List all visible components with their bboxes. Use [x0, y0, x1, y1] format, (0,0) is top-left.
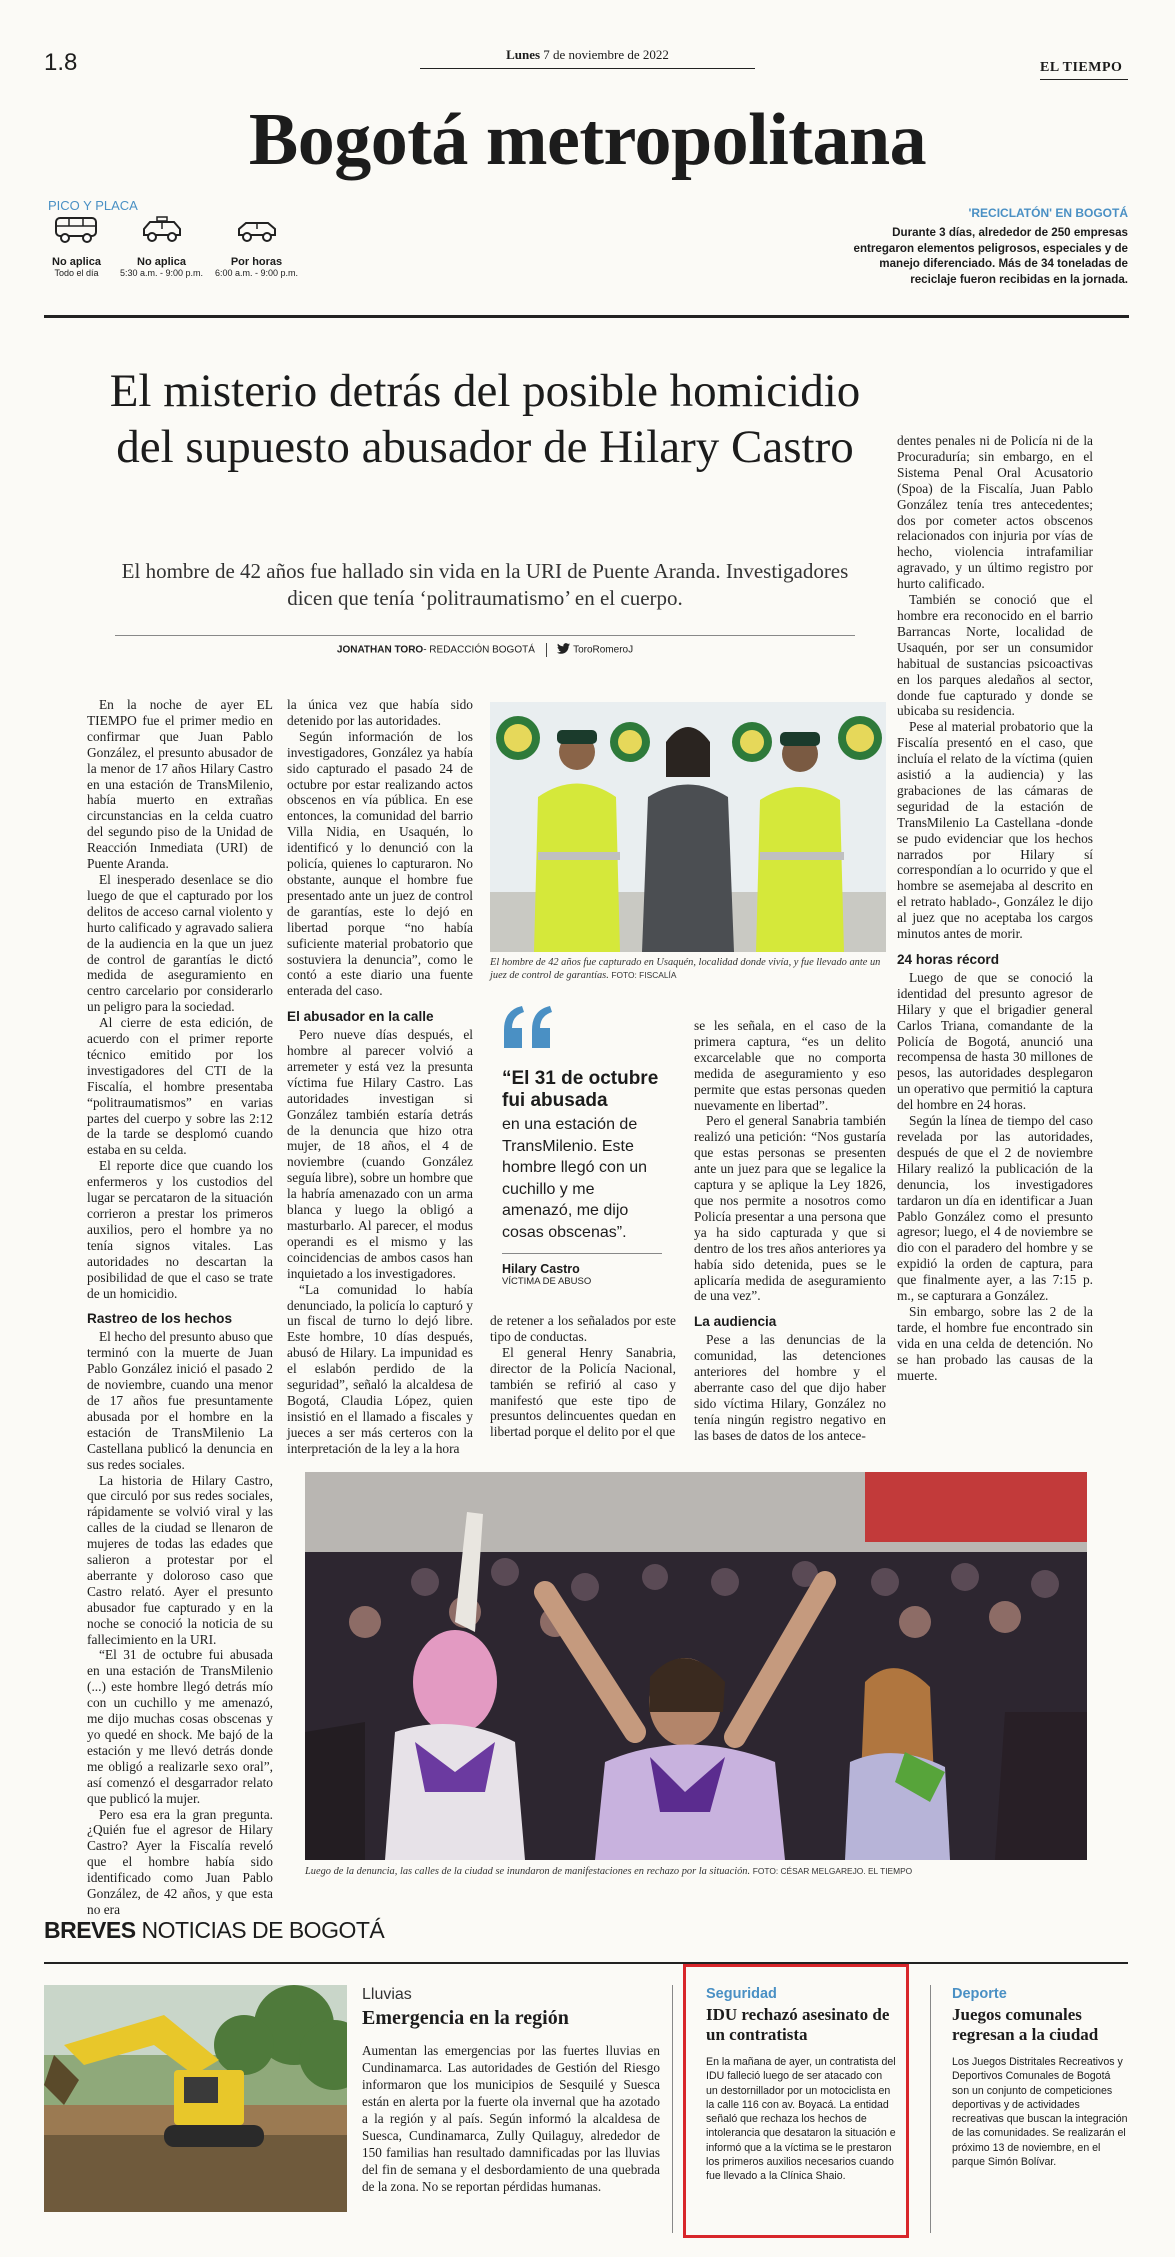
twitter-handle: ToroRomeroJ: [573, 644, 634, 656]
article-subhead: El hombre de 42 años fue hallado sin vida en la URI de Puente Aranda. Investigadores dicen que tenía ‘politraumatismo’ en el cuerpo.: [121, 559, 849, 610]
breve-kicker: Seguridad: [706, 1986, 777, 2002]
breves-divider: [930, 1985, 931, 2233]
breve-kicker: Deporte: [952, 1986, 1007, 2002]
breves-title-bold: BREVES: [44, 1917, 136, 1943]
pico-placa-title: PICO Y PLACA: [48, 198, 138, 213]
byline: [115, 643, 855, 657]
breves-header: [44, 1917, 384, 1944]
arrest-photo: [490, 702, 886, 952]
article-headline: El misterio detrás del posible homicidio del supuesto abusador de Hilary Castro: [109, 365, 861, 473]
pull-quote-text: en una estación de TransMilenio. Este hombre llegó con un cuchillo y me amenazó, me dijo cosas obscenas”.: [502, 1116, 647, 1241]
pull-quote-author: Hilary Castro: [502, 1262, 580, 1276]
paragraph: Pese a las denuncias de la comunidad, las detenciones anteriores del hombre y el aberrante caso del que dijo haber sido víctima Hilary, González no tenía ningún registro negativo en las bases de datos de los antece-: [694, 1332, 886, 1443]
pull-quote-role: VÍCTIMA DE ABUSO: [502, 1276, 592, 1287]
pico-status: No aplica: [52, 256, 101, 268]
article-column-5: [897, 433, 1093, 1383]
breve-lluvias: [362, 1986, 660, 2195]
quote-marks-icon: [500, 1002, 558, 1057]
breve-headline: Juegos comunales regresan a la ciudad: [952, 2005, 1099, 2044]
paragraph: En la noche de ayer EL TIEMPO fue el primer medio en confirmar que Juan Pablo González, el presunto abusador de la menor de 17 años Hilary Castro en una estación de TransMilenio, había muerto en extrañas circunstancias en la celda cuatro del segundo piso de la Unidad de Reacción Inmediata (URI) de Puente Aranda.: [87, 697, 273, 872]
paragraph: “La comunidad lo había denunciado, la policía lo capturó y un fiscal de turno lo dejó libre. Este hombre, 10 días después, abusó de Hilary. La impunidad es el eslabón perdido de la seguridad”, señaló la alcaldesa de Bogotá, Claudia López, quien insistió en el llamado a fiscales y jueces a ser más certeros con la interpretación de la ley a la hora: [287, 1281, 473, 1456]
pull-quote-lead: “El 31 de octubre fui abusada: [502, 1068, 659, 1111]
bus-icon: [53, 215, 101, 250]
brand-logo: EL TIEMPO: [1040, 60, 1123, 75]
paragraph: Luego de que se conoció la identidad del presunto agresor de Hilary y que el brigadier general Carlos Triana, comandante de la Policía de Bogotá, anunció una recompensa de hasta 30 millones de pesos, las autoridades desplegaron un operativo que permitió la captura del hombre en 24 horas.: [897, 969, 1093, 1113]
photo-credit: FOTO: FISCALÍA: [611, 970, 677, 980]
breves-divider: [672, 1985, 673, 2233]
paragraph: El inesperado desenlace se dio luego de que el capturado por los delitos de acceso carnal violento y hurto calificado y agravado saliera de la audiencia en la que un juez de control de garantías le dictó medida de aseguramiento en centro carcelario por considerarlo un peligro para la sociedad.: [87, 871, 273, 1015]
byline-separator: [546, 643, 547, 657]
quote-rule: [502, 1253, 662, 1254]
pico-placa-item: [114, 215, 209, 278]
paragraph: “El 31 de octubre fui abusada en una estación de TransMilenio (...) este hombre llegó detrás mío con un cuchillo y me amenazó, me dijo muchas cosas obscenas y yo quedé en shock. Me bajó de la estación y me llevó detrás donde me obligó a realizarle sexo oral”, así comenzó el desgarrador relato que publicó la mujer.: [87, 1647, 273, 1806]
section-title: Bogotá metropolitana: [248, 99, 927, 181]
pull-quote: [502, 1068, 664, 1287]
subheading: 24 horas récord: [897, 952, 999, 967]
breve-text: Los Juegos Distritales Recreativos y Deportivos Comunales de Bogotá son un conjunto de competiciones deportivas y de actividades recreativas que buscan la integración de las comunidades. Se realizarán el próximo 13 de noviembre, en el parque Simón Bolívar.: [952, 2056, 1128, 2169]
paragraph: Según la línea de tiempo del caso revelada por las autoridades, después de que el 2 de noviembre Hilary realizó la publicación de la denuncia, los investigadores tardaron un día en identificar a Juan Pablo González como el presunto agresor; luego, el 4 de noviembre se dio con el paradero del hombre y se expidió la orden de captura, para que finalmente ayer, a las 7:15 p. m., se capturara a González.: [897, 1113, 1093, 1304]
paragraph: Pero el general Sanabria también realizó una petición: “Nos gustaría que estas personas se presenten ante un juez para que se legalice la captura y se aplique la Ley 1826, que nos permite a nosotros como Policía presentar a una persona que ya ha sido capturada y que si dentro de los tres años anteriores ya había sido detenida, pues se le aplicaría medida de aseguramiento de una vez”.: [694, 1113, 886, 1304]
pico-status: Por horas: [230, 256, 283, 268]
paragraph: También se conoció que el hombre era reconocido en el barrio Barrancas Norte, localidad de Usaquén, por ser un consumidor habitual de sustancias psicoactivas en los parques aledaños al sector, donde fue capturado y donde se ubicaba su residencia.: [897, 592, 1093, 719]
article-column-3: [490, 1313, 676, 1440]
header-rule: [44, 315, 1129, 318]
breve-deporte: [952, 1986, 1128, 2169]
byline-rule: [115, 635, 855, 636]
paragraph: Pero esa era la gran pregunta. ¿Quién fue el agresor de Hilary Castro? Ayer la Fiscalía reveló que el hombre había sido identificado como Juan Pablo González, de 42 años, y que esta no era: [87, 1806, 273, 1917]
brand-rule: [1040, 79, 1128, 80]
subheading: Rastreo de los hechos: [87, 1311, 233, 1327]
pico-status: No aplica: [137, 256, 186, 268]
date-line: [420, 47, 755, 63]
paragraph: El hecho del presunto abuso que terminó con la muerte de Juan Pablo González inició el pasado 2 de noviembre, cuando una menor de 17 años fue presuntamente abusada por el hombre en la estación de TransMilenio La Castellana publicó la denuncia en sus redes sociales.: [87, 1329, 273, 1472]
breve-seguridad: [706, 1986, 896, 2184]
byline-author: JONATHAN TORO: [336, 644, 424, 656]
caption-text: El hombre de 42 años fue capturado en Usaquén, localidad donde vivía, y fue llevado ante un juez de control de garantías.: [490, 957, 881, 981]
reciclaton-text: Durante 3 días, alrededor de 250 empresas entregaron elementos peligrosos, especiales y de manejo diferenciado. Más de 34 toneladas de reciclaje fueron recibidas en la jornada.: [853, 226, 1128, 286]
caption-text: Luego de la denuncia, las calles de la ciudad se inundaron de manifestaciones en rechazo por la situación.: [305, 1866, 751, 1877]
twitter-icon: [557, 643, 570, 657]
pico-time: Todo el día: [54, 268, 99, 278]
paragraph: dentes penales ni de Policía ni de la Procuraduría; sin embargo, en el Sistema Penal Oral Acusatorio (Spoa) de la Fiscalía, Juan Pablo González tenía tres antecedentes; dos por cometer actos obscenos relacionados con injuria por vías de hecho, violencia intrafamiliar agravado, y un último registro por hurto calificado.: [897, 433, 1093, 592]
arrest-photo-caption: [490, 956, 886, 982]
pico-time: 6:00 a.m. - 9:00 p.m.: [214, 268, 299, 278]
article-column-4: [694, 1018, 886, 1444]
paragraph: se les señala, en el caso de la primera captura, “es un delito excarcelable que no comporta medida de aseguramiento y eso permite que estas personas queden nuevamente en libertad”.: [694, 1018, 886, 1113]
pico-placa-panel: [44, 215, 304, 290]
article-column-2: [287, 697, 473, 1457]
breves-title-rest: NOTICIAS DE BOGOTÁ: [141, 1917, 385, 1943]
taxi-icon: [138, 215, 186, 250]
paragraph: de retener a los señalados por este tipo de conductas.: [490, 1313, 676, 1344]
date-rest: 7 de noviembre de 2022: [543, 47, 669, 62]
photo-credit: FOTO: CÉSAR MELGAREJO. EL TIEMPO: [752, 1866, 913, 1876]
subheading: La audiencia: [694, 1314, 777, 1330]
protest-photo-caption: [305, 1866, 1087, 1877]
paragraph: La historia de Hilary Castro, que circuló por sus redes sociales, rápidamente se volvió viral y las calles de la ciudad se llenaron de mujeres de todas las edades que salieron a protestar por el aberrante y doloroso caso que Castro relató. Ayer el presunto abusador fue capturado y en la noche se conoció la noticia de su fallecimiento en la URI.: [87, 1472, 273, 1647]
paragraph: Según información de los investigadores, González ya había sido capturado el pasado 24 de octubre por estar realizando actos obscenos en vía pública. En ese entonces, la comunidad del barrio Villa Nidia, en Usaquén, lo identificó y lo denunció con la policía, quienes lo capturaron. No obstante, aunque el hombre fue presentado ante un juez de control de garantías, este lo dejó en libertad porque “no había suficiente material probatorio que sostuviera la denuncia”, como le contó a este diario una fuente enterada del caso.: [287, 728, 473, 999]
car-icon: [233, 215, 281, 250]
breve-kicker: Lluvias: [362, 1986, 412, 2003]
pico-placa-item: [44, 215, 109, 278]
breve-headline: IDU rechazó asesinato de un contratista: [706, 2005, 890, 2044]
breves-rule: [44, 1962, 1128, 1964]
breve-headline: Emergencia en la región: [362, 2007, 569, 2029]
protest-photo: [305, 1472, 1087, 1860]
paragraph: El general Henry Sanabria, director de la Policía Nacional, también se refirió al caso y manifestó que este tipo de presuntos delincuentes quedan en libertad porque el delito por el que: [490, 1344, 676, 1440]
pico-time: 5:30 a.m. - 9:00 p.m.: [119, 268, 204, 278]
breve-text: Aumentan las emergencias por las fuertes lluvias en Cundinamarca. Las autoridades de Gestión del Riesgo informaron que los municipios de Sesquilé y Suesca están en alerta por la fuerte ola invernal que ha azotado a la región y al país. Según informó la alcaldesa de Suesca, Cundinamarca, Zully Quilaguy, alrededor de 150 familias han resultado damnificadas por las lluvias del fin de semana y el desbordamiento de una quebrada de la zona. No se reportan pérdidas humanas.: [362, 2043, 660, 2194]
paragraph: Al cierre de esta edición, de acuerdo con el primer reporte técnico emitido por los investigadores del CTI de la Fiscalía, el hombre presentaba “politraumatismos” en varias partes del cuerpo y sobre las 2:12 de la tarde se desplomó cuando estaba en su celda.: [87, 1015, 273, 1158]
paragraph: la única vez que había sido detenido por las autoridades.: [287, 697, 473, 728]
byline-desk: - REDACCIÓN BOGOTÁ: [423, 644, 535, 656]
paragraph: Sin embargo, sobre las 2 de la tarde, el hombre fue encontrado sin vida en una celda de detención. No se han probado las causas de la muerte.: [897, 1303, 1093, 1383]
flood-photo: [44, 1985, 347, 2212]
date-rule: [420, 68, 755, 69]
paragraph: El reporte dice que cuando los enfermeros y los custodios del lugar se percataron de la situación corrieron a prestar los primeros auxilios, pero el hombre ya no tenía signos vitales. Las autoridades no descartan la posibilidad de que el caso se trate de un homicidio.: [87, 1158, 273, 1301]
breve-text: En la mañana de ayer, un contratista del IDU falleció luego de ser atacado con un destornillador por un motociclista en la calle 116 con av. Boyacá. La entidad señaló que rechaza los hechos de intolerancia que desataron la situación e informó que a la víctima se le prestaron los primeros auxilios necesarios cuando fue llevado a la Clínica Shaio.: [706, 2056, 896, 2183]
paragraph: Pero nueve días después, el hombre al parecer volvió a arremeter y está vez la presunta víctima fue Hilary Castro. Las autoridades investigan si González también estaría detrás de la denuncia que hizo otra mujer, de 18 años, el 4 de noviembre (cuando González seguía libre), sobre un hombre que la habría amenazado con un arma blanca y luego la obligó a masturbarlo. Al parecer, el modus operandi es el mismo y las coincidencias de ambos casos han inquietado a los investigadores.: [287, 1027, 473, 1281]
paragraph: Pese al material probatorio que la Fiscalía presentó en el caso, que incluía el relato de la víctima (quien asistió a la audiencia) y las grabaciones de las cámaras de seguridad de la estación de TransMilenio La Castellana -donde se pudo evidenciar que los hechos narrados por Hilary sí correspondían a lo ocurrido y que el hombre se asemejaba al descrito en el retrato hablado-, González le dijo al juez que no aceptaba los cargos minutos antes de morir.: [897, 719, 1093, 942]
subheading: El abusador en la calle: [287, 1009, 434, 1025]
reciclaton-title: 'RECICLATÓN' EN BOGOTÁ: [968, 206, 1128, 220]
pico-placa-item: [209, 215, 304, 278]
article-column-1: [87, 697, 273, 1918]
page-number: 1.8: [44, 49, 78, 76]
date-day: Lunes: [506, 47, 541, 62]
